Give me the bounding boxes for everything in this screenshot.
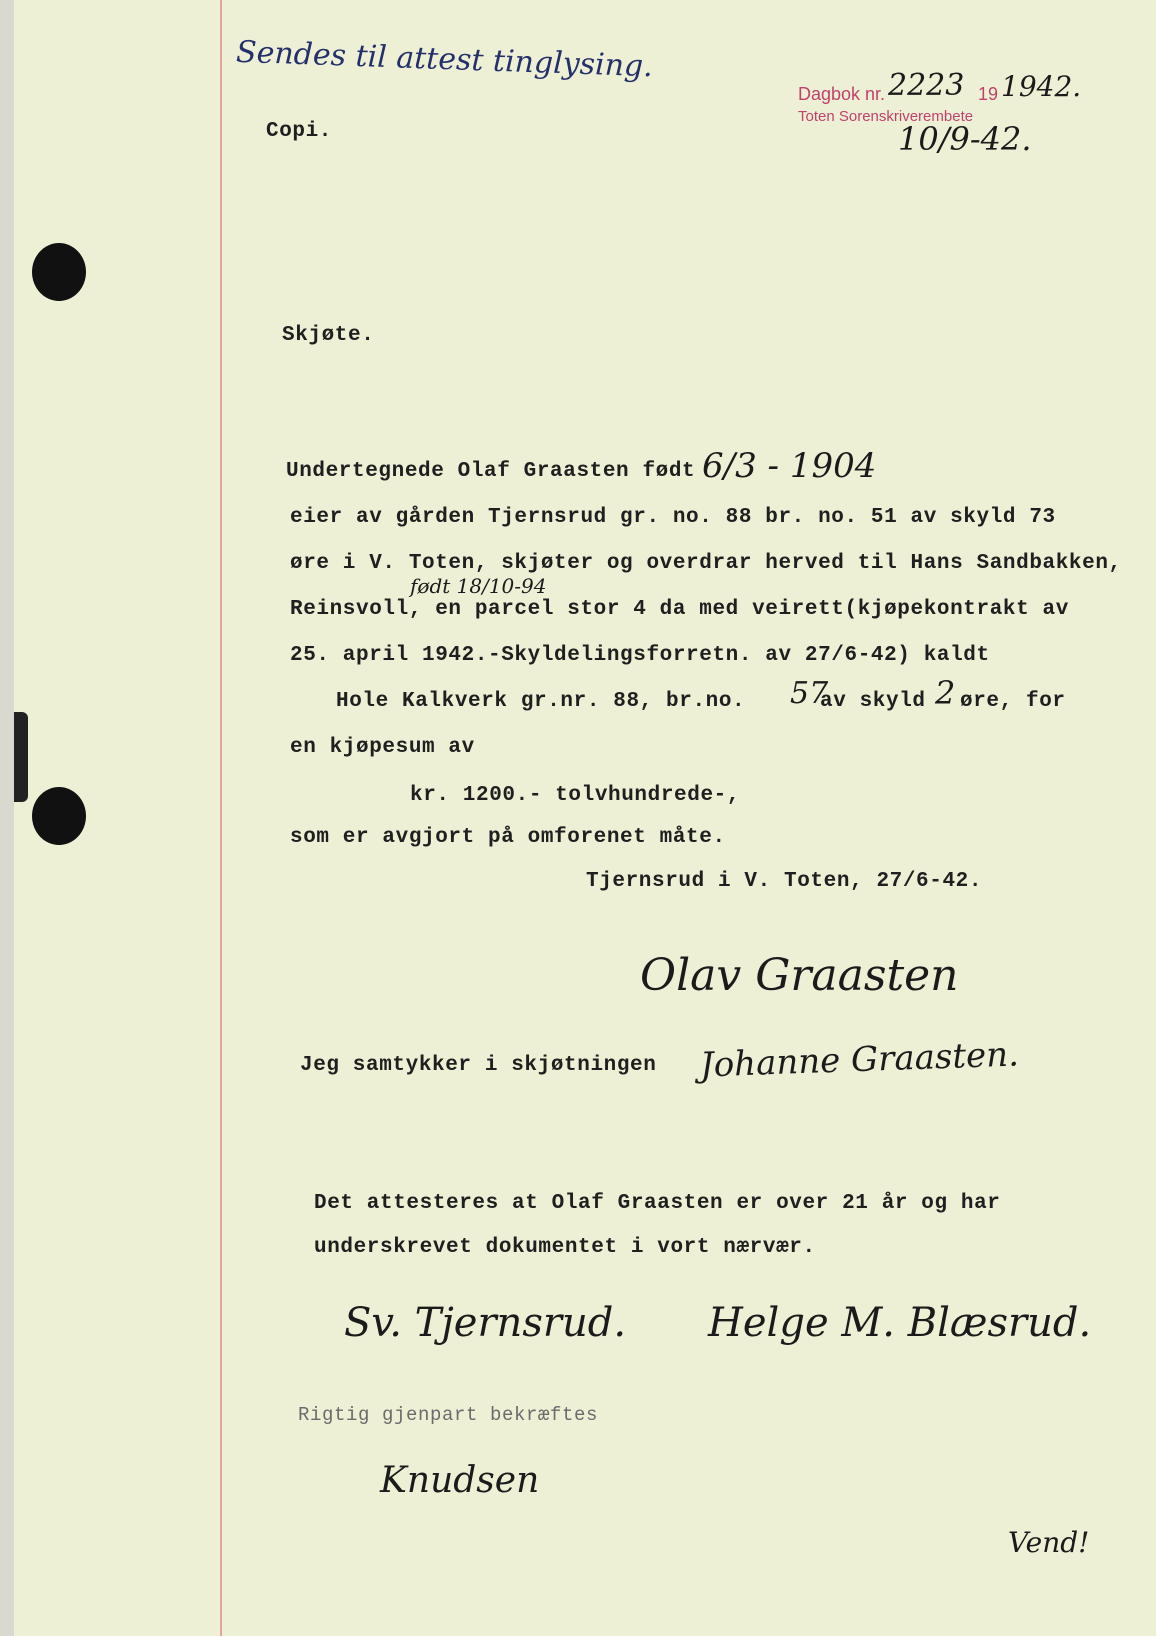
stamp-label: Dagbok nr. [798, 84, 886, 104]
body-line-9: som er avgjort på omforenet måte. [290, 826, 726, 849]
seller-signature: Olav Graasten [640, 950, 959, 1001]
stamp-year: 1942. [1001, 70, 1082, 103]
handwritten-note: Sendes til attest tinglysing. [235, 34, 654, 85]
witness-signature-1: Sv. Tjernsrud. [344, 1300, 627, 1346]
copy-label: Copi. [266, 120, 333, 143]
birth-date-handwritten: 6/3 - 1904 [702, 446, 877, 486]
certification-text: Rigtig gjenpart bekræftes [298, 1404, 599, 1426]
consent-text: Jeg samtykker i skjøtningen [300, 1054, 657, 1077]
body-line-6a: Hole Kalkverk gr.nr. 88, br.no. [336, 690, 746, 713]
punch-hole-top [32, 243, 86, 301]
body-line-6c: øre, for [960, 690, 1066, 713]
stamp-number: 2223 [888, 68, 965, 103]
stamp-year-prefix: 19 [978, 84, 999, 104]
bruk-number-handwritten: 57 [790, 676, 829, 711]
purchase-price: kr. 1200.- tolvhundrede-, [410, 784, 741, 807]
document-title: Skjøte. [282, 324, 375, 347]
witness-signature-2: Helge M. Blæsrud. [708, 1300, 1092, 1346]
buyer-birth-handwritten: født 18/10-94 [410, 574, 547, 598]
attestation-line-1: Det attesteres at Olaf Graasten er over 21 år og har [314, 1192, 1001, 1215]
body-line-1: Undertegnede Olaf Graasten født [286, 460, 696, 483]
body-line-7: en kjøpesum av [290, 736, 475, 759]
turn-over-note: Vend! [1008, 1526, 1090, 1559]
body-line-2: eier av gården Tjernsrud gr. no. 88 br. no. 51 av skyld 73 [290, 506, 1056, 529]
document-page [14, 0, 1156, 1636]
attestation-line-2: underskrevet dokumentet i vort nærvær. [314, 1236, 816, 1259]
body-line-3: øre i V. Toten, skjøter og overdrar herved til Hans Sandbakken, [290, 552, 1122, 575]
skyld-handwritten: 2 [935, 674, 956, 712]
stamp-office: Toten Sorenskriverembete [798, 108, 974, 125]
punch-hole-middle [32, 787, 86, 845]
place-and-date: Tjernsrud i V. Toten, 27/6-42. [586, 870, 983, 893]
margin-line [220, 0, 222, 1636]
consent-signature: Johanne Graasten. [699, 1034, 1020, 1086]
certification-signature: Knudsen [380, 1460, 540, 1501]
body-line-4: Reinsvoll, en parcel stor 4 da med veirett(kjøpekontrakt av [290, 598, 1069, 621]
stamp-date: 10/9-42. [898, 120, 1032, 158]
torn-edge [14, 712, 28, 802]
body-line-6b: av skyld [820, 690, 926, 713]
body-line-5: 25. april 1942.-Skyldelingsforretn. av 27/6-42) kaldt [290, 644, 990, 667]
